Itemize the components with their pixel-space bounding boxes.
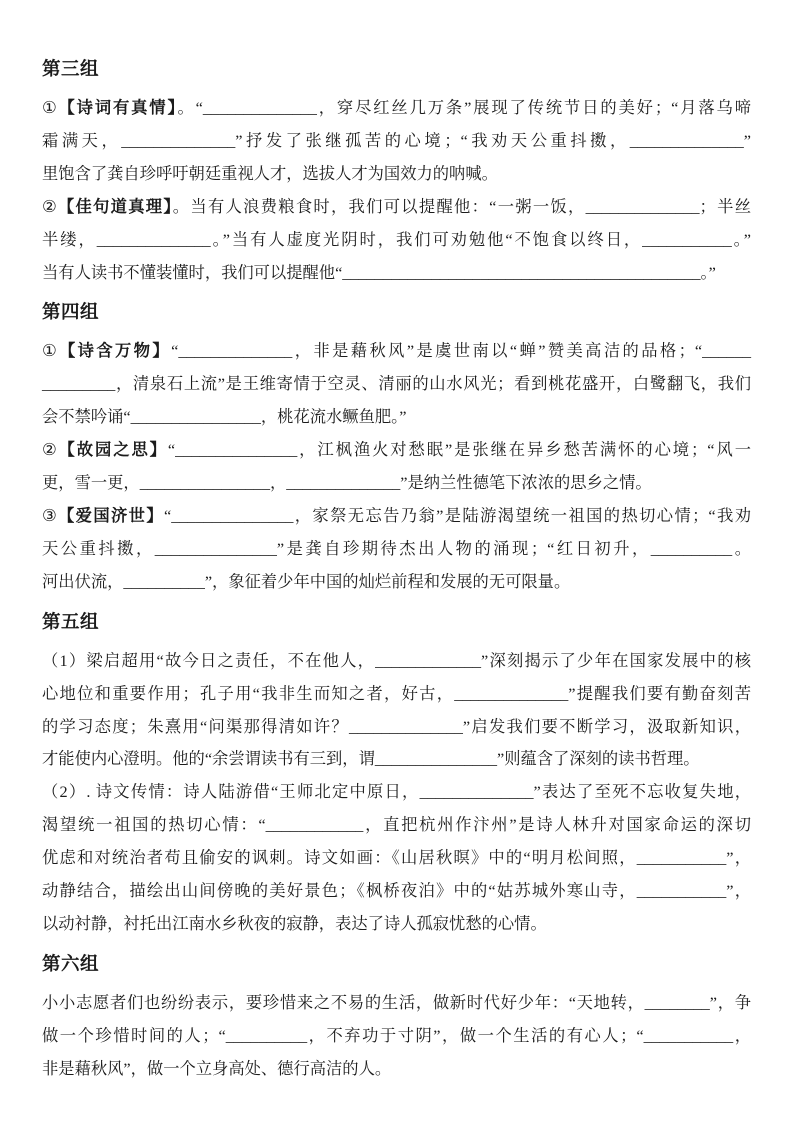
text-run: ，穿尽红丝几万条”展现了传统节日的美好；“月落乌啼 bbox=[316, 98, 751, 117]
paragraph bbox=[42, 500, 751, 599]
text-run: 天公重抖擞， bbox=[42, 538, 155, 558]
text-line bbox=[42, 987, 751, 1020]
text-run: ，桃花流水鳜鱼肥。” bbox=[260, 407, 407, 427]
paragraph bbox=[42, 987, 751, 1086]
text-run: （1）梁启超用“故今日之责任，不在他人， bbox=[42, 650, 376, 670]
text-run: 。”当有人虚度光阴时，我们可劝勉他“不饱食以终日， bbox=[210, 229, 643, 249]
text-run: ” bbox=[743, 130, 751, 150]
text-run: ，家祭无忘告乃翁”是陆游渴望统一祖国的热切心情；“我劝 bbox=[293, 505, 751, 525]
answer-blank: ______________ bbox=[202, 98, 317, 117]
text-line bbox=[42, 875, 751, 908]
text-line bbox=[42, 566, 751, 599]
answer-blank: _______________ bbox=[171, 505, 294, 525]
text-line bbox=[42, 809, 751, 842]
text-run: ② bbox=[42, 440, 59, 460]
text-run: ③ bbox=[42, 505, 58, 525]
text-run: ”深刻揭示了少年在国家发展中的核 bbox=[481, 650, 751, 670]
text-run: ，江枫渔火对愁眠”是张继在异乡愁苦满怀的心境；“风一 bbox=[297, 440, 751, 460]
answer-blank: ___________ bbox=[636, 848, 727, 868]
text-line bbox=[42, 743, 751, 776]
text-run: 才能使内心澄明。他的“余尝谓读书有三到，谓 bbox=[42, 749, 375, 769]
text-run: 当有人读书不懂装懂时，我们可以提醒他“ bbox=[42, 262, 343, 282]
text-run: 。当有人浪费粮食时，我们可以提醒他：“一粥一饭， bbox=[172, 196, 586, 216]
answer-blank: ________ bbox=[644, 992, 710, 1012]
text-run: ，非是藉秋风”是虞世南以“蝉”赞美高洁的品格；“ bbox=[292, 341, 703, 361]
text-run: 动静结合，描绘出山间傍晚的美好景色；《枫桥夜泊》中的“姑苏城外寒山寺， bbox=[42, 881, 637, 901]
text-run: 小小志愿者们也纷纷表示，要珍惜来之不易的生活，做新时代好少年：“天地转， bbox=[42, 992, 645, 1012]
text-run: ”抒发了张继孤苦的心境；“我劝天公重抖擞， bbox=[235, 130, 630, 150]
text-line bbox=[42, 224, 751, 257]
text-line bbox=[42, 335, 751, 368]
text-run: 的学习态度；朱熹用“问渠那得清如许？ bbox=[42, 716, 349, 736]
text-run: 非是藉秋风”，做一个立身高处、德行高洁的人。 bbox=[42, 1058, 392, 1078]
answer-blank: __________ bbox=[225, 1025, 308, 1045]
answer-blank: ____________ bbox=[265, 815, 364, 835]
text-run: 。 bbox=[732, 538, 751, 558]
text-line bbox=[42, 401, 751, 434]
text-line bbox=[42, 533, 751, 566]
text-line bbox=[42, 257, 751, 290]
text-run: 做一个珍惜时间的人；“ bbox=[42, 1025, 226, 1045]
answer-blank: ____________________________________________ bbox=[342, 262, 701, 282]
text-line bbox=[42, 842, 751, 875]
text-line bbox=[42, 368, 751, 401]
answer-blank: ________________ bbox=[130, 407, 261, 427]
answer-blank: ______________ bbox=[96, 229, 211, 249]
answer-blank: _______________ bbox=[154, 538, 277, 558]
answer-blank: ______________ bbox=[121, 130, 236, 150]
answer-blank: __________ bbox=[650, 538, 733, 558]
text-line bbox=[42, 776, 751, 809]
text-run: ② bbox=[42, 196, 58, 216]
paragraph bbox=[42, 776, 751, 941]
text-line bbox=[42, 467, 751, 500]
text-run: ；半丝 bbox=[699, 196, 751, 216]
text-run: ，直把杭州作汴州”是诗人林升对国家命运的深切 bbox=[363, 815, 751, 835]
text-run: 优虑和对统治者苟且偷安的讽刺。诗文如画：《山居秋暝》中的“明月松间照， bbox=[42, 848, 637, 868]
text-line bbox=[42, 908, 751, 941]
section-heading: 第五组 bbox=[42, 612, 100, 633]
answer-blank: ______________ bbox=[454, 683, 569, 703]
answer-blank: ______________ bbox=[178, 341, 293, 361]
answer-blank: __________ bbox=[123, 571, 205, 591]
text-line bbox=[42, 678, 751, 711]
text-run: 半缕， bbox=[42, 229, 97, 249]
paragraph bbox=[42, 335, 751, 434]
text-run: ”是龚自珍期待杰出人物的涌现；“红日初升， bbox=[276, 538, 651, 558]
bold-label: 【佳句道真理】 bbox=[57, 196, 173, 216]
text-run: ，不弃功于寸阴”，做一个生活的有心人；“ bbox=[307, 1025, 644, 1045]
text-run: 霜满天， bbox=[42, 130, 122, 150]
bold-label: 【故园之思】 bbox=[58, 440, 168, 460]
text-run: ，清泉石上流”是王维寄情于空灵、清丽的山水风光；看到桃花盛开，白鹭翻飞，我们 bbox=[115, 374, 751, 394]
text-run: 河出伏流， bbox=[42, 571, 124, 591]
text-run: （2）. 诗文传情：诗人陆游借“王师北定中原日， bbox=[42, 782, 420, 802]
text-line bbox=[42, 158, 751, 191]
text-run: ， bbox=[733, 1025, 751, 1045]
text-run: 会不禁吟诵“ bbox=[42, 407, 131, 427]
answer-blank: ______ bbox=[702, 341, 751, 361]
answer-blank: ___________ bbox=[642, 229, 732, 249]
text-line bbox=[42, 711, 751, 744]
text-line bbox=[42, 434, 751, 467]
bold-label: 【爱国济世】 bbox=[58, 505, 165, 525]
text-run: 心地位和重要作用；孔子用“我非生而知之者，好古， bbox=[42, 683, 455, 703]
text-run: ”， bbox=[726, 848, 751, 868]
text-line bbox=[42, 191, 751, 224]
text-run: ”， bbox=[726, 881, 751, 901]
text-run: 。” bbox=[731, 229, 751, 249]
text-line bbox=[42, 500, 751, 533]
answer-blank: ______________ bbox=[286, 473, 401, 493]
bold-label: 【诗含万物】 bbox=[59, 341, 172, 361]
text-run: ”则蕴含了深刻的读书哲理。 bbox=[496, 749, 700, 769]
text-run: ”，争 bbox=[709, 992, 751, 1012]
text-run: ”是纳兰性德笔下浓浓的思乡之情。 bbox=[400, 473, 652, 493]
text-run: ① bbox=[42, 341, 59, 361]
paragraph bbox=[42, 191, 751, 290]
text-run: ”启发我们要不断学习，汲取新知识， bbox=[462, 716, 752, 736]
section-heading: 第三组 bbox=[42, 60, 100, 80]
text-run: 。“ bbox=[177, 98, 203, 117]
answer-blank: ______________ bbox=[348, 716, 463, 736]
answer-blank: ___________ bbox=[636, 881, 727, 901]
text-run: ① bbox=[42, 98, 59, 117]
answer-blank: _____________ bbox=[375, 650, 481, 670]
text-line bbox=[42, 92, 751, 125]
text-line bbox=[42, 1053, 751, 1086]
text-run: ”，象征着少年中国的灿烂前程和发展的无可限量。 bbox=[204, 571, 571, 591]
text-run: ”提醒我们要有勤奋刻苦 bbox=[568, 683, 751, 703]
answer-blank: ______________ bbox=[585, 196, 700, 216]
text-line bbox=[42, 645, 751, 678]
text-run: ， bbox=[269, 473, 287, 493]
text-run: 。” bbox=[700, 262, 716, 282]
document-content bbox=[42, 57, 751, 1086]
answer-blank: ______________ bbox=[419, 782, 534, 802]
answer-blank: _________ bbox=[42, 374, 116, 394]
text-run: “ bbox=[164, 505, 172, 525]
paragraph bbox=[42, 92, 751, 191]
paragraph bbox=[42, 645, 751, 777]
answer-blank: _______________ bbox=[374, 749, 497, 769]
text-run: “ bbox=[167, 440, 176, 460]
section-heading: 第六组 bbox=[42, 954, 100, 975]
paragraph bbox=[42, 434, 751, 500]
text-run: 更，雪一更， bbox=[42, 473, 140, 493]
answer-blank: ________________ bbox=[139, 473, 270, 493]
section-heading: 第四组 bbox=[42, 303, 100, 324]
text-line bbox=[42, 125, 751, 158]
text-run: 以动衬静，衬托出江南水乡秋夜的寂静，表达了诗人孤寂忧愁的心情。 bbox=[42, 913, 547, 933]
answer-blank: ______________ bbox=[629, 130, 744, 150]
text-run: “ bbox=[171, 341, 179, 361]
answer-blank: _______________ bbox=[175, 440, 298, 460]
bold-label: 【诗词有真情】 bbox=[58, 98, 178, 117]
text-run: ”表达了至死不忘收复失地， bbox=[533, 782, 751, 802]
answer-blank: ___________ bbox=[643, 1025, 734, 1045]
text-line bbox=[42, 1020, 751, 1053]
text-run: 渴望统一祖国的热切心情：“ bbox=[42, 815, 266, 835]
text-run: 里饱含了龚自珍呼吁朝廷重视人才，选拔人才为国效力的呐喊。 bbox=[42, 163, 498, 183]
